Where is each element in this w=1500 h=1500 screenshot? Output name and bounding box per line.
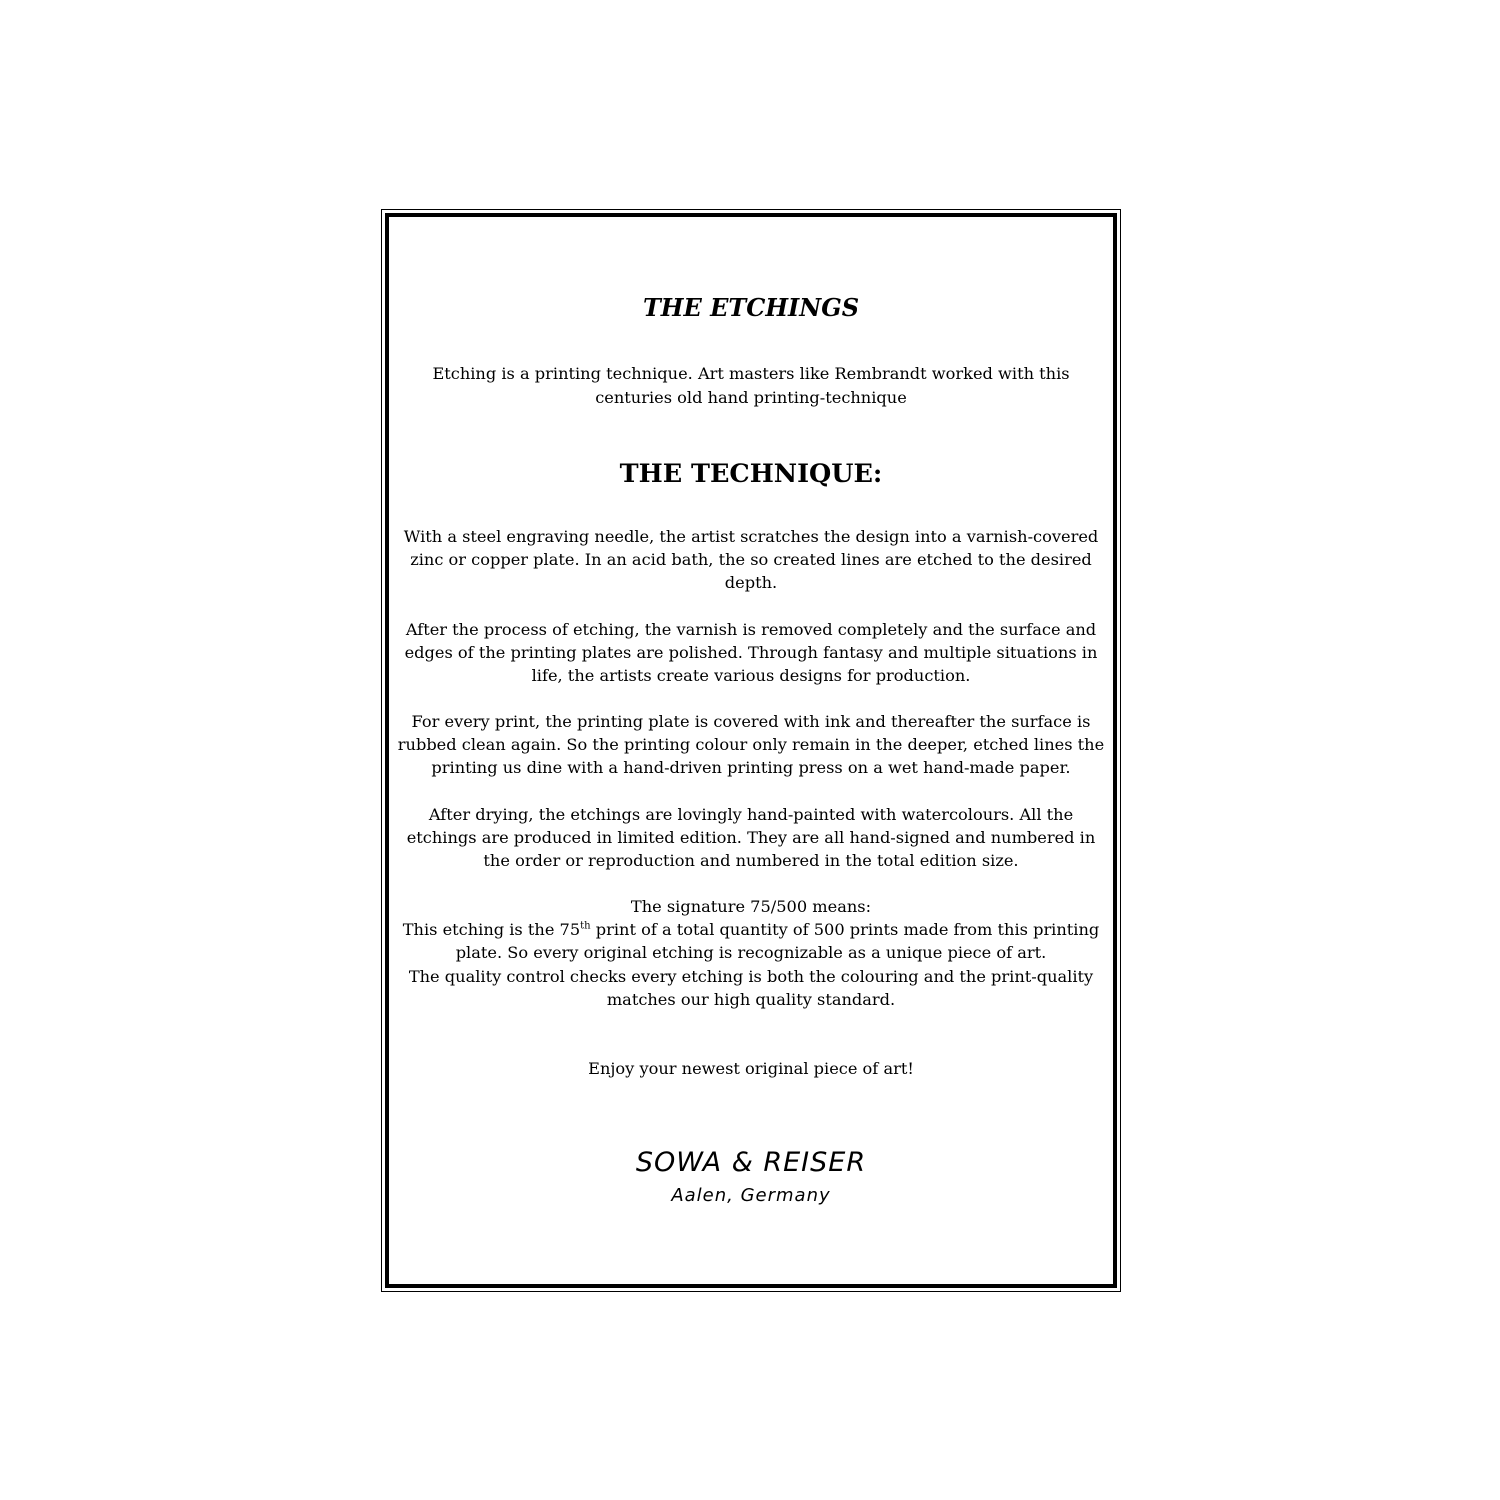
page-title: THE ETCHINGS [642,293,860,322]
signature-description [403,920,1100,962]
paragraph-printing: For every print, the printing plate is covered with ink and thereafter the surface is rubbed clean again. So the printing colour only remain in the deeper, etched lines the printing us dine with a hand-driven printing press on a wet hand-made paper. [397,712,1105,778]
ordinal-suffix: th [580,920,591,932]
quality-statement: The quality control checks every etching is both the colouring and the print-quality matches our high quality standard. [408,966,1094,1009]
company-location: Aalen, Germany [671,1185,831,1206]
closing-line: Enjoy your newest original piece of art! [588,1059,914,1078]
signature-text-end: print of a total quantity of 500 prints made from this printing plate. So every original etching is recognizable as a unique piece of art. [455,920,1100,963]
intro-paragraph: Etching is a printing technique. Art masters like Rembrandt worked with this centuries old hand printing-technique [432,364,1070,407]
company-name: SOWA & REISER [635,1147,867,1178]
signature-text-start: This etching is the 75 [402,920,581,940]
paragraph-engraving: With a steel engraving needle, the artist scratches the design into a varnish-covered zinc or copper plate. In an acid bath, the so created lines are etched to the desired depth. [403,527,1099,593]
signature-explanation [392,895,1110,1011]
signature-heading: The signature 75/500 means: [630,897,872,916]
paragraph-polishing: After the process of etching, the varnish is removed completely and the surface and edges of the printing plates are polished. Through fantasy and multiple situations in life, the artists create various designs for production. [404,620,1098,686]
paragraph-painting: After drying, the etchings are lovingly hand-painted with watercolours. All the etchings are produced in limited edition. They are all hand-signed and numbered in the order or reproduction and numbered in the total edition size. [406,805,1096,871]
technique-heading: THE TECHNIQUE: [619,459,883,489]
